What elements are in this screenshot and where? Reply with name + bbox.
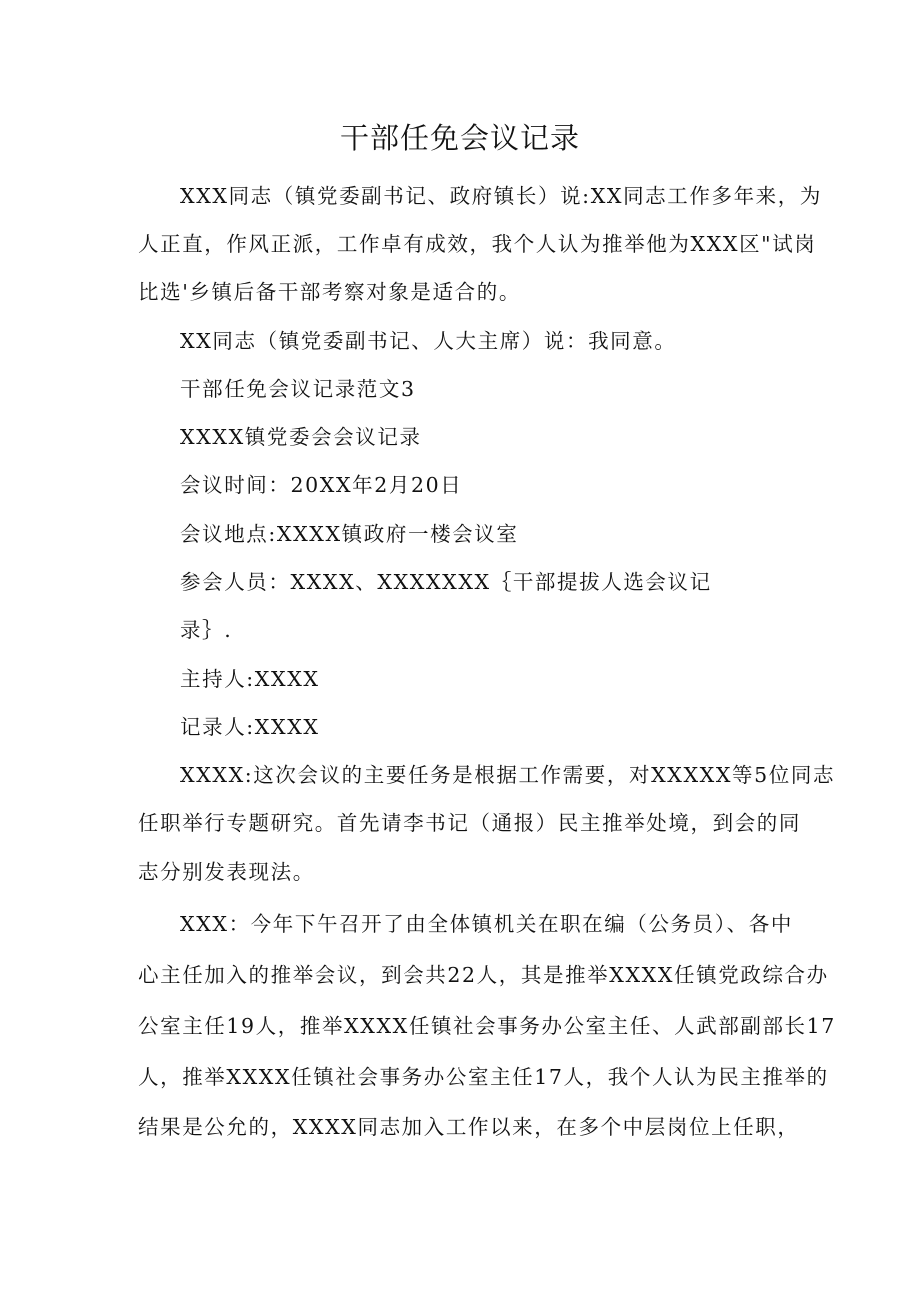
text-line-1: XXX同志（镇党委副书记、政府镇长）说:XX同志工作多年来，为 bbox=[180, 184, 822, 208]
text-line-5: 干部任免会议记录范文3 bbox=[180, 377, 416, 401]
text-line-3: 比选'乡镇后备干部考察对象是适合的。 bbox=[138, 280, 521, 304]
text-line-14: 任职举行专题研究。首先请李书记（通报）民主推举处境，到会的同 bbox=[138, 811, 801, 835]
text-line-12: 记录人:XXXX bbox=[180, 715, 320, 739]
text-line-16: XXX：今年下午召开了由全体镇机关在职在编（公务员）、各中 bbox=[180, 912, 793, 936]
text-line-8: 会议地点:XXXX镇政府一楼会议室 bbox=[180, 522, 519, 546]
text-line-6: XXXX镇党委会会议记录 bbox=[180, 425, 422, 449]
text-line-18: 公室主任19人，推举XXXX任镇社会事务办公室主任、人武部副部长17 bbox=[138, 1014, 836, 1038]
text-line-15: 志分别发表现法。 bbox=[138, 860, 315, 884]
text-line-17: 心主任加入的推举会议，到会共22人，其是推举XXXX任镇党政综合办 bbox=[138, 963, 829, 987]
text-line-7: 会议时间：20XX年2月20日 bbox=[180, 473, 463, 497]
document-title: 干部任免会议记录 bbox=[339, 121, 580, 155]
text-line-20: 结果是公允的，XXXX同志加入工作以来，在多个中层岗位上任职， bbox=[138, 1115, 800, 1139]
text-line-2: 人正直，作风正派，工作卓有成效，我个人认为推举他为XXX区"试岗 bbox=[138, 232, 817, 256]
text-line-11: 主持人:XXXX bbox=[180, 667, 320, 691]
text-line-13: XXXX:这次会议的主要任务是根据工作需要，对XXXXX等5位同志 bbox=[180, 763, 836, 787]
text-line-4: XX同志（镇党委副书记、人大主席）说：我同意。 bbox=[180, 329, 677, 353]
text-line-19: 人，推举XXXX任镇社会事务办公室主任17人，我个人认为民主推举的 bbox=[138, 1065, 829, 1089]
text-line-9: 参会人员：XXXX、XXXXXXX｛干部提拔人选会议记 bbox=[180, 570, 712, 594]
text-line-10: 录｝. bbox=[180, 618, 233, 642]
